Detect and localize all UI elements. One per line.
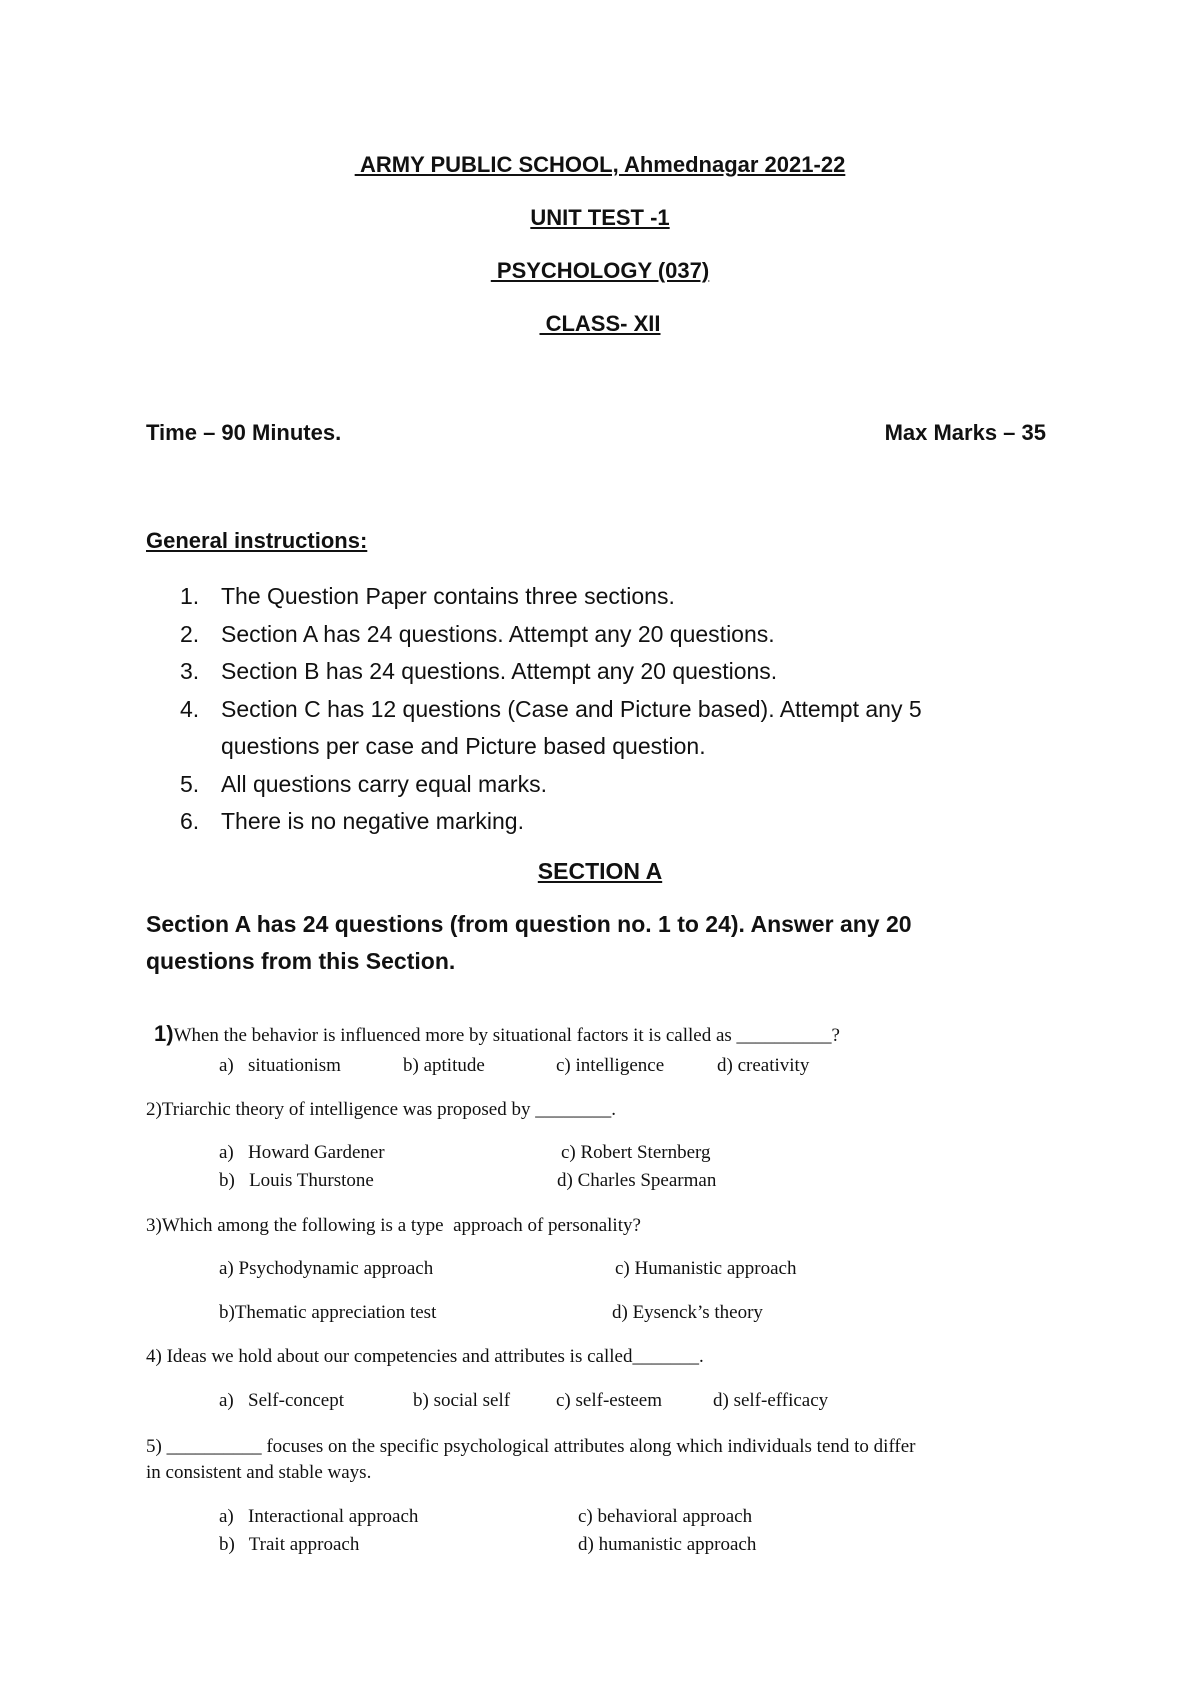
q1-option-a: a) situationism [219, 1055, 341, 1076]
class-title: CLASS- XII [539, 311, 661, 336]
q1-option-b: b) aptitude [403, 1055, 485, 1076]
q2-option-d: d) Charles Spearman [557, 1170, 717, 1191]
instruction-number: 5. [180, 770, 200, 797]
instruction-number: 6. [180, 808, 200, 834]
instruction-number: 2. [180, 620, 200, 647]
q4-option-a: a) Self-concept [219, 1390, 345, 1411]
instruction-item [168, 578, 1068, 616]
instruction-item [168, 691, 1068, 729]
question-3: 3)Which among the following is a type approach of personality? [146, 1215, 641, 1236]
subject-title: PSYCHOLOGY (037) [490, 258, 710, 283]
time-label: Time – 90 Minutes. [146, 420, 342, 445]
instruction-text: Section C has 12 questions (Case and Picture based). Attempt any 5 [221, 695, 922, 722]
question-text: When the behavior is influenced more by situational factors it is called as __________? [173, 1025, 840, 1046]
instruction-item [168, 653, 1068, 691]
instruction-text: All questions carry equal marks. [221, 770, 547, 797]
instruction-item-continued [168, 728, 1068, 766]
q4-option-d: d) self-efficacy [713, 1390, 829, 1411]
question-2: 2)Triarchic theory of intelligence was proposed by ________. [146, 1099, 616, 1120]
instructions-heading: General instructions: [146, 528, 368, 553]
q2-option-b: b) Louis Thurstone [219, 1170, 374, 1191]
q5-option-c: c) behavioral approach [578, 1506, 753, 1527]
question-5-line2: in consistent and stable ways. [146, 1462, 372, 1483]
instruction-text: Section A has 24 questions. Attempt any 20 questions. [221, 620, 775, 647]
instruction-item [168, 766, 1068, 804]
section-a-title: SECTION A [537, 858, 663, 884]
question-number: 1) [154, 1021, 174, 1046]
q4-option-b: b) social self [413, 1390, 511, 1411]
q1-option-d: d) creativity [717, 1055, 810, 1076]
q3-option-d: d) Eysenck’s theory [612, 1302, 763, 1323]
q3-option-c: c) Humanistic approach [615, 1258, 797, 1279]
question-4: 4) Ideas we hold about our competencies and attributes is called_______. [146, 1346, 704, 1367]
school-title: ARMY PUBLIC SCHOOL, Ahmednagar 2021-22 [354, 152, 846, 177]
instruction-number: 4. [180, 695, 200, 722]
q4-option-c: c) self-esteem [556, 1390, 663, 1411]
test-title: UNIT TEST -1 [530, 205, 670, 230]
q5-option-b: b) Trait approach [219, 1534, 360, 1555]
q2-option-c: c) Robert Sternberg [561, 1142, 711, 1163]
q3-option-a: a) Psychodynamic approach [219, 1258, 434, 1279]
instruction-number: 1. [180, 583, 200, 609]
q1-option-c: c) intelligence [556, 1055, 665, 1076]
instructions-list [168, 578, 1068, 841]
q5-option-a: a) Interactional approach [219, 1506, 419, 1527]
instruction-text: questions per case and Picture based question. [221, 733, 706, 759]
max-marks-label: Max Marks – 35 [884, 420, 1046, 445]
instruction-item [168, 616, 1068, 654]
section-a-note-line2: questions from this Section. [146, 948, 456, 974]
instruction-number: 3. [180, 658, 200, 684]
q5-option-d: d) humanistic approach [578, 1534, 757, 1555]
q3-option-b: b)Thematic appreciation test [219, 1302, 437, 1323]
q2-option-a: a) Howard Gardener [219, 1142, 385, 1163]
instruction-text: The Question Paper contains three sections. [221, 583, 675, 609]
instruction-text: There is no negative marking. [221, 808, 524, 834]
question-5-line1: 5) __________ focuses on the specific psychological attributes along which individuals tend to differ [146, 1436, 916, 1457]
instruction-text: Section B has 24 questions. Attempt any 20 questions. [221, 658, 778, 684]
question-1 [146, 1003, 840, 1047]
section-a-note-line1: Section A has 24 questions (from question no. 1 to 24). Answer any 20 [146, 911, 912, 937]
instruction-item [168, 803, 1068, 841]
